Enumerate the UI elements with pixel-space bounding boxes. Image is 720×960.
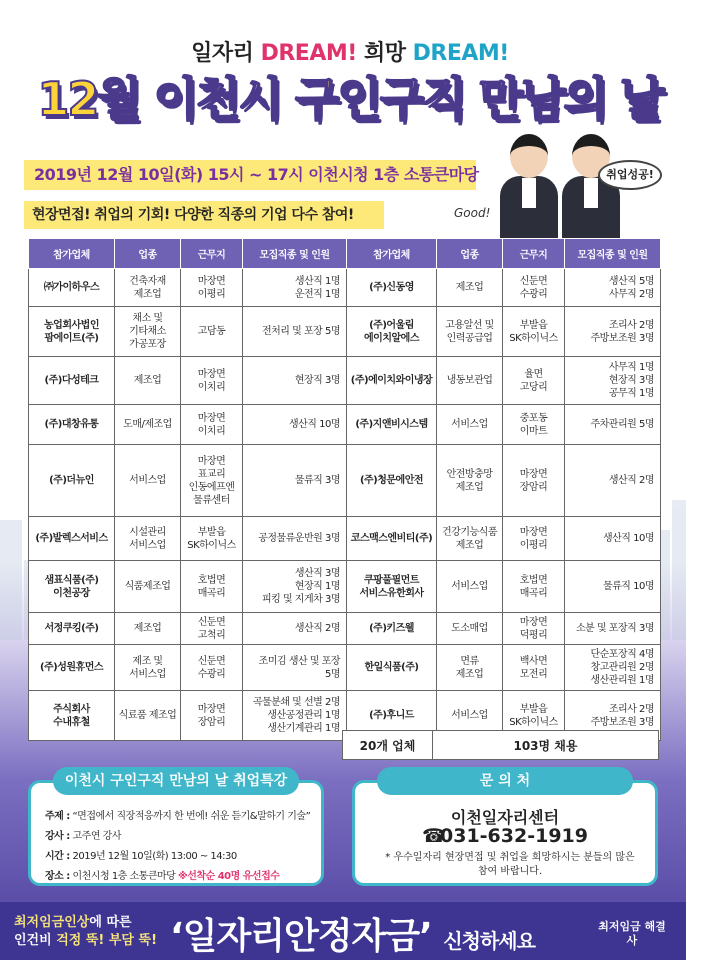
cell-line: 마장면 xyxy=(519,468,548,480)
cell-company xyxy=(347,357,437,405)
table-row xyxy=(29,269,661,307)
cell-company xyxy=(347,517,437,561)
cell-line: 백사면 xyxy=(519,655,548,667)
cell-company xyxy=(347,405,437,445)
cell-location xyxy=(503,645,565,691)
cell-line: 곡물분쇄 및 선별 2명 xyxy=(252,697,340,708)
banner-left-b: 에 따른 xyxy=(89,915,132,930)
cell-line: 생산직 2명 xyxy=(608,475,654,486)
cell-line: 제조업 xyxy=(133,375,162,386)
cell-location xyxy=(503,445,565,517)
cell-line: 마장면 xyxy=(519,526,548,538)
table-row xyxy=(29,613,661,645)
cell-line: 제조업 xyxy=(455,481,484,493)
contact-note: * 우수일자리 현장면접 및 취업을 희망하시는 분들의 많은 참여 바랍니다. xyxy=(385,852,635,877)
cell-line: 서비스유한회사 xyxy=(359,587,424,599)
cell-positions xyxy=(243,357,347,405)
cell-line: 창고관리원 2명 xyxy=(590,662,654,673)
cell-line: 사무직 1명 xyxy=(608,362,654,373)
cell-line: SK하이닉스 xyxy=(509,716,558,728)
cell-line: 팜에이트(주) xyxy=(44,332,99,344)
speaker-value: 고주연 강사 xyxy=(72,831,121,842)
cell-line: 생산공정관리 1명 xyxy=(267,710,340,721)
cell-line: 신둔면 xyxy=(197,616,226,628)
cell-location xyxy=(503,307,565,357)
summary-hires: 103명 채용 xyxy=(433,731,659,760)
company-table xyxy=(28,238,661,741)
cell-positions xyxy=(243,269,347,307)
table-row xyxy=(29,561,661,613)
cell-line: (주)에이치와이냉장 xyxy=(350,375,433,386)
cell-positions xyxy=(243,561,347,613)
table-header-cell: 모집직종 및 인원 xyxy=(565,239,661,269)
phone-icon: ☎ xyxy=(422,825,446,847)
cell-location xyxy=(181,357,243,405)
lecture-topic xyxy=(45,807,310,822)
cell-line: 면류 xyxy=(460,655,479,667)
cell-positions xyxy=(565,445,661,517)
table-header-row xyxy=(29,239,661,269)
topic-value: “면접에서 직장적응까지 한 번에! 쉬운 듣기&말하기 기술” xyxy=(72,811,311,822)
cell-line: 피킹 및 지게차 3명 xyxy=(261,594,340,605)
cell-positions xyxy=(565,613,661,645)
cell-line: 주차관리원 5명 xyxy=(590,419,654,430)
cell-company xyxy=(347,269,437,307)
cell-line: SK하이닉스 xyxy=(187,539,236,551)
cell-line: 서비스업 xyxy=(129,539,166,551)
cell-line: (주)발렉스서비스 xyxy=(35,533,108,544)
table-header-cell: 참가업체 xyxy=(347,239,437,269)
cell-line: 제조업 xyxy=(455,668,484,680)
cell-company xyxy=(29,517,115,561)
banner-main-tail: 신청하세요 xyxy=(443,929,535,953)
cell-line: 이마트 xyxy=(519,425,548,437)
cell-line: 서비스업 xyxy=(451,419,488,430)
cell-line: 신둔면 xyxy=(197,655,226,667)
cell-industry xyxy=(115,269,181,307)
table-row xyxy=(29,405,661,445)
cell-line: (주)청문에안전 xyxy=(359,475,424,486)
lecture-box xyxy=(28,773,324,886)
cell-line: 생산직 5명 xyxy=(608,275,654,287)
cell-line: 생산직 3명 xyxy=(294,568,340,579)
cell-line: (주)신동영 xyxy=(369,282,414,293)
cell-line: 표교리 xyxy=(197,468,226,480)
cell-line: 제조업 xyxy=(133,623,162,634)
cell-line: 이평리 xyxy=(197,288,226,300)
cell-line: (주)어울림 xyxy=(369,319,414,331)
cell-line: 물류센터 xyxy=(193,494,230,506)
cell-line: 식품제조업 xyxy=(124,581,171,592)
cell-line: 제조업 xyxy=(133,288,162,300)
cell-company xyxy=(29,269,115,307)
cell-line: 코스맥스엔비티(주) xyxy=(350,533,433,544)
cell-company xyxy=(29,691,115,741)
cell-line: 이평리 xyxy=(519,539,548,551)
cell-line: 제조 및 xyxy=(132,655,163,667)
cell-positions xyxy=(565,645,661,691)
cell-industry xyxy=(115,405,181,445)
cell-location xyxy=(181,645,243,691)
cell-line: 단순포장직 4명 xyxy=(590,649,654,660)
cell-line: 마장면 xyxy=(197,703,226,715)
cell-industry xyxy=(437,405,503,445)
cell-line: 제조업 xyxy=(455,539,484,551)
page-edge xyxy=(686,0,720,960)
cell-line: 현장직 3명 xyxy=(294,375,340,386)
place-value: 이천시청 1층 소통큰마당 xyxy=(72,871,176,882)
cell-location xyxy=(181,561,243,613)
cell-industry xyxy=(437,561,503,613)
cell-line: 장암리 xyxy=(197,716,226,728)
cell-line: 신둔면 xyxy=(519,275,548,287)
place-note: ※선착순 40명 유선접수 xyxy=(178,871,280,882)
cell-location xyxy=(503,357,565,405)
table-header-cell: 모집직종 및 인원 xyxy=(243,239,347,269)
cell-location xyxy=(503,517,565,561)
table-header-cell: 근무지 xyxy=(503,239,565,269)
cell-line: 조미김 생산 및 포장 xyxy=(258,655,340,667)
lecture-speaker xyxy=(45,827,121,842)
cell-line: 고당리 xyxy=(519,381,548,393)
subtitle-part: 희망 xyxy=(363,41,406,66)
cell-line: ㈜가이하우스 xyxy=(43,282,100,293)
cell-line: 생산직 10명 xyxy=(602,533,654,544)
cell-line: 매곡리 xyxy=(519,587,548,599)
cell-line: 물류직 3명 xyxy=(294,475,340,486)
event-date-bar: 2019년 12월 10일(화) 15시 ~ 17시 이천시청 1층 소통큰마당 xyxy=(24,160,476,190)
subtitle-dream-1: DREAM! xyxy=(260,41,357,66)
lecture-time xyxy=(45,847,237,862)
cell-line: 모전리 xyxy=(519,668,548,680)
cell-location xyxy=(503,613,565,645)
cell-line: 서비스업 xyxy=(451,710,488,721)
cell-line: 쿠팡풀필먼트 xyxy=(364,574,419,586)
cell-industry xyxy=(115,645,181,691)
cell-line: 생산직 2명 xyxy=(294,623,340,634)
subtitle-part: 일자리 xyxy=(191,41,254,66)
cell-line: (주)키즈웰 xyxy=(369,623,414,634)
cell-location xyxy=(181,613,243,645)
cell-line: 채소 및 xyxy=(132,313,163,324)
cell-positions xyxy=(565,561,661,613)
cell-positions xyxy=(243,405,347,445)
cell-line: (주)후니드 xyxy=(369,710,414,721)
good-text: Good! xyxy=(454,206,491,220)
cell-industry xyxy=(437,645,503,691)
cell-line: 기타채소 xyxy=(129,326,166,337)
cell-line: 인동에프엔 xyxy=(188,481,235,493)
table-header-cell: 업종 xyxy=(437,239,503,269)
cell-industry xyxy=(437,445,503,517)
cell-industry xyxy=(115,517,181,561)
cell-line: 공무직 1명 xyxy=(608,388,654,399)
cell-line: 서비스업 xyxy=(129,668,166,680)
cell-industry xyxy=(115,613,181,645)
cell-line: 수내휴철 xyxy=(53,716,90,728)
summary-table xyxy=(342,730,659,760)
cell-line: 생산직 10명 xyxy=(288,419,340,430)
cell-line: 이천공장 xyxy=(53,587,90,599)
cell-line: 주방보조원 3명 xyxy=(590,716,654,728)
cell-company xyxy=(347,613,437,645)
time-label: 시간 : xyxy=(45,851,70,862)
cell-location xyxy=(181,445,243,517)
cell-line: 부발읍 xyxy=(197,526,226,538)
cell-line: 전처리 및 포장 5명 xyxy=(261,326,340,337)
cell-line: 냉동보관업 xyxy=(446,375,493,386)
cell-industry xyxy=(115,691,181,741)
cell-line: 식료품 제조업 xyxy=(118,710,177,721)
table-row xyxy=(29,357,661,405)
main-title xyxy=(14,66,686,132)
banner-main-text xyxy=(170,908,535,959)
cell-positions xyxy=(243,517,347,561)
contact-phone xyxy=(355,825,655,847)
cell-line: 생산기계관리 1명 xyxy=(267,723,340,734)
cell-line: 마장면 xyxy=(197,455,226,467)
cell-industry xyxy=(437,613,503,645)
table-row xyxy=(29,645,661,691)
cell-line: 사무직 2명 xyxy=(608,288,654,300)
title-month: 12월 xyxy=(37,72,140,126)
cell-location xyxy=(503,269,565,307)
cell-line: 서정쿠킹(주) xyxy=(44,623,99,634)
cell-positions xyxy=(243,645,347,691)
cell-company xyxy=(347,307,437,357)
cell-company xyxy=(29,613,115,645)
cell-industry xyxy=(115,307,181,357)
cell-line: 중포동 xyxy=(519,412,548,424)
cell-positions xyxy=(565,517,661,561)
table-row xyxy=(29,445,661,517)
cell-line: 생산관리원 1명 xyxy=(590,675,654,686)
speaker-label: 강사 : xyxy=(45,831,70,842)
cell-line: 운전직 1명 xyxy=(294,288,340,300)
cell-line: 마장면 xyxy=(197,368,226,380)
cell-line: (주)대창유통 xyxy=(44,419,99,430)
banner-left-c: 인건비 xyxy=(14,933,52,948)
cell-line: 샘표식품(주) xyxy=(44,574,99,586)
cell-line: (주)지앤비시스템 xyxy=(355,419,428,430)
cell-industry xyxy=(437,307,503,357)
cell-company xyxy=(29,645,115,691)
cell-line: 5명 xyxy=(324,668,340,680)
cell-line: 호법면 xyxy=(197,574,226,586)
cell-line: 조리사 2명 xyxy=(608,319,654,331)
cell-industry xyxy=(115,445,181,517)
cell-company xyxy=(347,445,437,517)
cell-line: 생산직 1명 xyxy=(294,275,340,287)
cell-company xyxy=(29,561,115,613)
cell-line: 공정물류운반원 3명 xyxy=(258,533,340,544)
cell-line: 부발읍 xyxy=(519,319,548,331)
cell-line: 제조업 xyxy=(455,282,484,293)
cell-line: 건강기능식품 xyxy=(442,526,497,538)
cell-company xyxy=(29,357,115,405)
cell-line: 시설관리 xyxy=(129,526,166,538)
table-header-cell: 업종 xyxy=(115,239,181,269)
lecture-place xyxy=(45,867,279,882)
host-male xyxy=(500,134,558,238)
cell-company xyxy=(347,645,437,691)
cell-line: 소분 및 포장직 3명 xyxy=(575,623,654,634)
contact-box xyxy=(352,773,658,886)
cell-industry xyxy=(437,269,503,307)
cell-location xyxy=(181,405,243,445)
cell-line: (주)더뉴인 xyxy=(49,475,94,486)
cell-positions xyxy=(243,691,347,741)
table-row xyxy=(29,517,661,561)
banner-left-text xyxy=(14,914,157,950)
summary-companies: 20개 업체 xyxy=(343,731,433,760)
cell-line: 부발읍 xyxy=(519,703,548,715)
cell-line: 건축자재 xyxy=(129,275,166,287)
cell-line: 호법면 xyxy=(519,574,548,586)
cell-line: 수광리 xyxy=(197,668,226,680)
title-day: 만남의 날 xyxy=(478,72,663,126)
cell-line: SK하이닉스 xyxy=(509,332,558,344)
cell-line: 조리사 2명 xyxy=(608,703,654,715)
banner-left-d: 걱정 뚝! 부담 뚝! xyxy=(56,933,158,948)
cell-line: 서비스업 xyxy=(129,475,166,486)
cell-company xyxy=(347,561,437,613)
contact-name: 이천일자리센터 xyxy=(450,808,560,827)
cell-line: 고용알선 및 xyxy=(445,319,494,331)
cell-line: 고담동 xyxy=(197,326,226,337)
cell-company xyxy=(29,445,115,517)
cell-line: 마장면 xyxy=(197,275,226,287)
cell-positions xyxy=(565,405,661,445)
cell-location xyxy=(181,517,243,561)
cell-line: 매곡리 xyxy=(197,587,226,599)
cell-line: 에이치알에스 xyxy=(364,332,419,344)
cell-line: (주)성원휴먼스 xyxy=(39,662,104,673)
cell-line: 현장직 1명 xyxy=(294,581,340,592)
cell-location xyxy=(181,691,243,741)
cell-line: 농업회사법인 xyxy=(44,319,99,331)
table-row xyxy=(29,307,661,357)
cell-line: 가공포장 xyxy=(129,339,166,350)
cell-line: 현장직 3명 xyxy=(608,375,654,386)
cell-positions xyxy=(243,613,347,645)
cell-line: 율면 xyxy=(524,368,543,380)
banner-left-a: 최저임금인상 xyxy=(14,915,90,930)
cell-industry xyxy=(115,357,181,405)
cell-industry xyxy=(437,517,503,561)
cell-location xyxy=(503,561,565,613)
cell-location xyxy=(181,269,243,307)
subtitle-dream-2: DREAM! xyxy=(412,41,509,66)
cell-line: 장암리 xyxy=(519,481,548,493)
cell-line: 이치리 xyxy=(197,425,226,437)
cell-line: 덕평리 xyxy=(519,629,548,641)
cell-line: 서비스업 xyxy=(451,581,488,592)
cell-positions xyxy=(243,307,347,357)
title-event: 구인구직 xyxy=(295,72,465,126)
lecture-title: 이천시 구인구직 만남의 날 취업특강 xyxy=(53,767,299,795)
cell-line: 이치리 xyxy=(197,381,226,393)
cell-line: 한일식품(주) xyxy=(364,662,419,673)
phone-number: 031-632-1919 xyxy=(440,825,588,847)
cell-industry xyxy=(437,357,503,405)
cell-line: 수광리 xyxy=(519,288,548,300)
cell-line: 마장면 xyxy=(519,616,548,628)
cell-positions xyxy=(565,357,661,405)
cell-industry xyxy=(115,561,181,613)
cell-line: 물류직 10명 xyxy=(602,581,654,592)
table-header-cell: 참가업체 xyxy=(29,239,115,269)
cell-line: 주식회사 xyxy=(53,703,90,715)
cell-line: 안전방충망 xyxy=(446,468,493,480)
cell-positions xyxy=(565,269,661,307)
cell-positions xyxy=(243,445,347,517)
cell-line: 주방보조원 3명 xyxy=(590,332,654,344)
cell-company xyxy=(29,307,115,357)
subtitle xyxy=(0,36,700,67)
banner-right-badge: 최저임금 해결사 xyxy=(598,920,666,947)
cell-line: (주)다성테크 xyxy=(44,375,99,386)
topic-label: 주제 : xyxy=(45,811,70,822)
cell-line: 도매/제조업 xyxy=(123,419,172,430)
title-city: 이천시 xyxy=(153,72,282,126)
cell-positions xyxy=(565,307,661,357)
table-header-cell: 근무지 xyxy=(181,239,243,269)
cell-line: 마장면 xyxy=(197,412,226,424)
banner-main: ‘일자리안정자금’ xyxy=(170,916,432,957)
time-value: 2019년 12월 10일(화) 13:00 ~ 14:30 xyxy=(72,851,237,862)
cell-location xyxy=(503,405,565,445)
contact-title: 문 의 처 xyxy=(377,767,633,795)
cell-line: 고척리 xyxy=(197,629,226,641)
cell-location xyxy=(181,307,243,357)
tagline-bar: 현장면접! 취업의 기회! 다양한 직종의 기업 다수 참여! xyxy=(24,201,384,229)
cell-line: 도소매업 xyxy=(451,623,488,634)
speech-bubble: 취업성공! xyxy=(598,160,662,190)
cell-company xyxy=(29,405,115,445)
cell-line: 인력공급업 xyxy=(446,332,493,344)
place-label: 장소 : xyxy=(45,871,70,882)
